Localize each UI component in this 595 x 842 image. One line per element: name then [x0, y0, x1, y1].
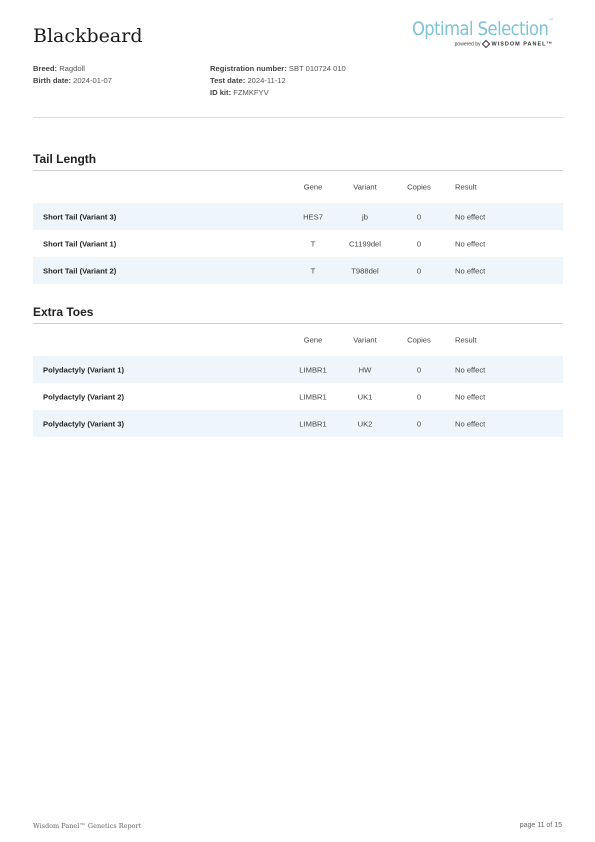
- variant-value: jb: [362, 212, 368, 221]
- result-value: No effect: [455, 239, 486, 248]
- footer-report-title: Wisdom Panel™ Genetics Report: [33, 822, 142, 830]
- variant-value: HW: [358, 365, 372, 374]
- column-variant: Variant: [353, 335, 377, 345]
- section-tail-length: [33, 152, 563, 284]
- table-row: [33, 257, 563, 284]
- table-header: [33, 324, 563, 356]
- header-divider: [33, 117, 563, 118]
- column-gene: Gene: [303, 335, 323, 345]
- birth-date-line: [33, 75, 112, 87]
- variant-value: T988del: [351, 266, 379, 275]
- table-row: [33, 410, 563, 437]
- wisdom-panel-label: WISDOM PANEL™: [491, 41, 553, 48]
- result-value: No effect: [455, 365, 486, 374]
- birth-date-value: 2024-01-07: [73, 76, 112, 85]
- column-result: Result: [455, 182, 477, 192]
- copies-value: 0: [416, 266, 422, 275]
- section-title: Tail Length: [33, 152, 563, 171]
- birth-date-label: Birth date:: [33, 76, 71, 85]
- result-value: No effect: [455, 419, 486, 428]
- trait-name: Short Tail (Variant 3): [43, 212, 117, 221]
- footer-page-number: page 11 of 15: [519, 822, 562, 829]
- table-row: [33, 356, 563, 383]
- gene-value: T: [310, 239, 316, 248]
- copies-value: 0: [416, 419, 422, 428]
- gene-value: T: [310, 266, 316, 275]
- column-copies: Copies: [407, 335, 431, 345]
- id-kit-label: ID kit:: [210, 88, 232, 97]
- registration-line: [210, 63, 346, 75]
- column-gene: Gene: [303, 182, 323, 192]
- breed-value: Ragdoll: [59, 64, 85, 73]
- id-kit-line: [210, 87, 346, 99]
- table-row: [33, 383, 563, 410]
- brand-name: Optimal Selection: [411, 18, 549, 40]
- brand-logo: [389, 18, 553, 47]
- breed-line: [33, 63, 112, 75]
- column-result: Result: [455, 335, 477, 345]
- gene-value: HES7: [303, 212, 323, 221]
- section-title: Extra Toes: [33, 305, 563, 324]
- copies-value: 0: [416, 212, 422, 221]
- trait-name: Short Tail (Variant 2): [43, 266, 117, 275]
- copies-value: 0: [416, 392, 422, 401]
- column-variant: Variant: [353, 182, 377, 192]
- result-value: No effect: [455, 392, 486, 401]
- copies-value: 0: [416, 365, 422, 374]
- table-row: [33, 203, 563, 230]
- column-copies: Copies: [407, 182, 431, 192]
- id-kit-value: FZMKFYV: [233, 88, 269, 97]
- trait-name: Short Tail (Variant 1): [43, 239, 117, 248]
- wisdom-panel-logo-icon: [481, 40, 489, 48]
- test-date-line: [210, 75, 346, 87]
- trait-name: Polydactyly (Variant 3): [43, 419, 125, 428]
- pet-name: Blackbeard: [33, 25, 143, 47]
- variant-value: UK2: [357, 419, 373, 428]
- trait-name: Polydactyly (Variant 1): [43, 365, 125, 374]
- brand-trademark: ™: [548, 18, 553, 25]
- result-value: No effect: [455, 212, 486, 221]
- breed-label: Breed:: [33, 64, 58, 73]
- section-extra-toes: [33, 305, 563, 437]
- registration-value: SBT 010724 010: [288, 64, 346, 73]
- powered-by-label: powered by: [454, 41, 481, 48]
- table-row: [33, 230, 563, 257]
- variant-value: C1199del: [349, 239, 381, 248]
- table-header: [33, 171, 563, 203]
- variant-value: UK1: [357, 392, 373, 401]
- registration-label: Registration number:: [210, 64, 287, 73]
- gene-value: LIMBR1: [299, 392, 327, 401]
- gene-value: LIMBR1: [299, 365, 327, 374]
- test-date-value: 2024-11-12: [247, 76, 286, 85]
- trait-name: Polydactyly (Variant 2): [43, 392, 125, 401]
- pet-meta-left: [33, 63, 112, 87]
- test-date-label: Test date:: [210, 76, 246, 85]
- gene-value: LIMBR1: [299, 419, 327, 428]
- copies-value: 0: [416, 239, 422, 248]
- result-value: No effect: [455, 266, 486, 275]
- pet-meta-right: [210, 63, 346, 99]
